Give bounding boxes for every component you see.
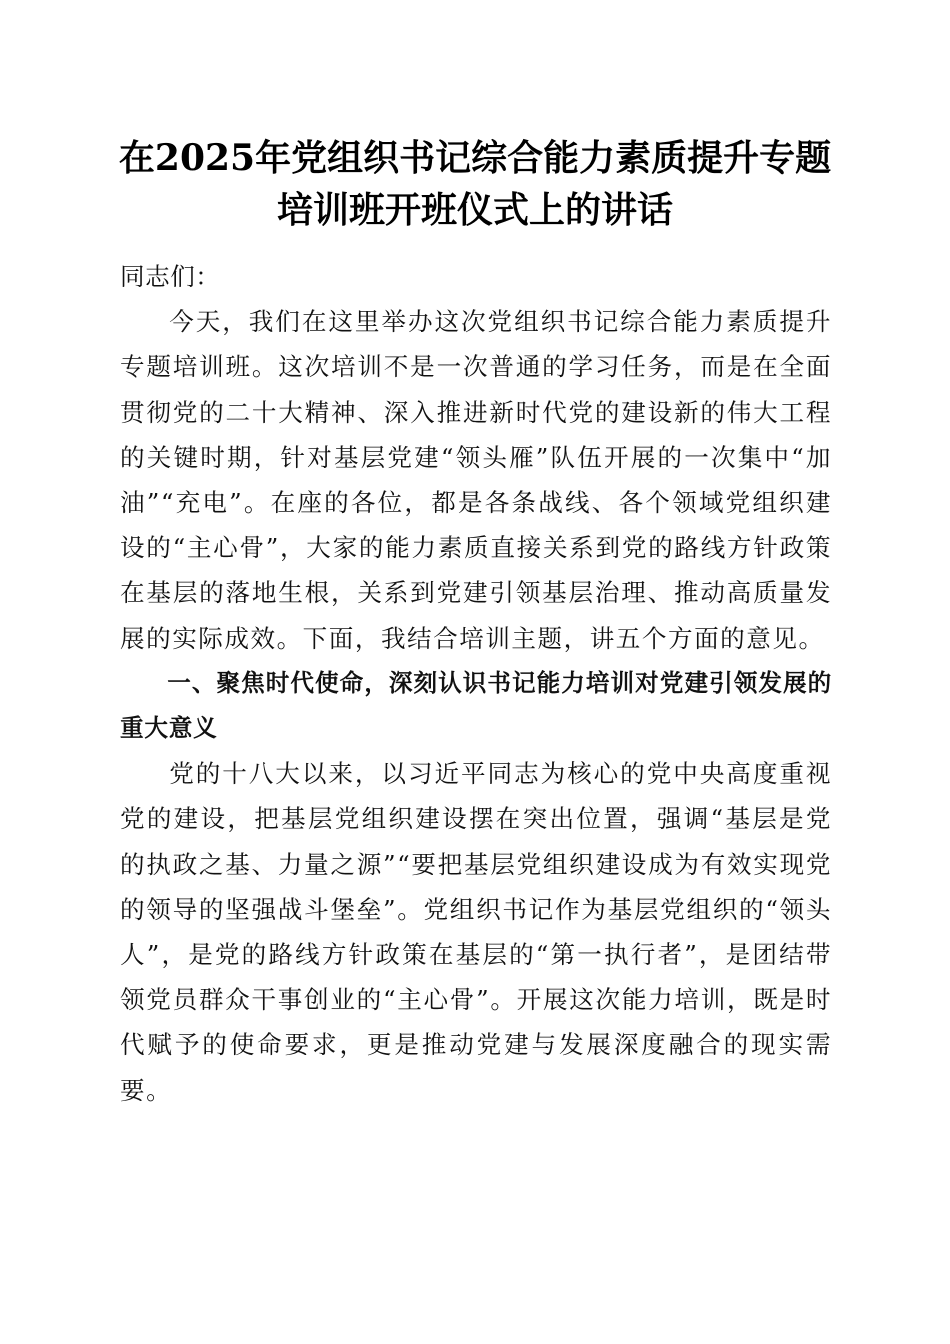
document-title: [100, 132, 850, 236]
title-line-2: 培训班开班仪式上的讲话: [276, 189, 673, 231]
document-body: [120, 254, 832, 1113]
intro-paragraph: 今天，我们在这里举办这次党组织书记综合能力素质提升专题培训班。这次培训不是一次普通的学习任务，而是在全面贯彻党的二十大精神、深入推进新时代党的建设新的伟大工程的关键时期，针对基层党建“领头雁”队伍开展的一次集中“加油”“充电”。在座的各位，都是各条战线、各个领域党组织建设的“主心骨”，大家的能力素质直接关系到党的路线方针政策在基层的落地生根，关系到党建引领基层治理、推动高质量发展的实际成效。下面，我结合培训主题，讲五个方面的意见。: [120, 307, 832, 653]
section-1-heading: 一、聚焦时代使命，深刻认识书记能力培训对党建引领发展的重大意义: [120, 668, 832, 743]
salutation: 同志们：: [120, 262, 221, 291]
title-line-1: 在2025年党组织书记综合能力素质提升专题: [118, 137, 832, 179]
section-1-paragraph: 党的十八大以来，以习近平同志为核心的党中央高度重视党的建设，把基层党组织建设摆在突出位置，强调“基层是党的执政之基、力量之源”“要把基层党组织建设成为有效实现党的领导的坚强战斗堡垒”。党组织书记作为基层党组织的“领头人”，是党的路线方针政策在基层的“第一执行者”，是团结带领党员群众干事创业的“主心骨”。开展这次能力培训，既是时代赋予的使命要求，更是推动党建与发展深度融合的现实需要。: [120, 759, 832, 1105]
